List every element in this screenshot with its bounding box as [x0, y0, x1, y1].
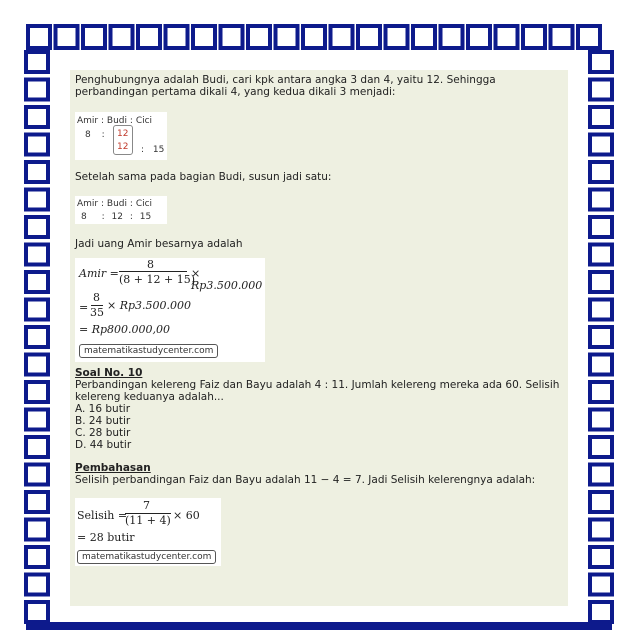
border-link [193, 26, 215, 48]
option-b: B. 24 butir [75, 415, 131, 427]
pembahasan-text: Selisih perbandingan Faiz dan Bayu adalah 11 − 4 = 7. Jadi Selisih kelerengnya adalah: [75, 474, 536, 486]
border-link [578, 26, 600, 48]
border-link [26, 622, 612, 630]
soal-heading: Soal No. 10 [75, 367, 143, 379]
border-link [26, 465, 48, 485]
border-link [590, 245, 612, 265]
t2-budi: Budi [106, 199, 128, 209]
t1-budi: Budi [106, 116, 128, 126]
border-link [590, 382, 612, 402]
option-c: C. 28 butir [75, 427, 131, 439]
border-link [276, 26, 298, 48]
calc1-line2-num: 8 [93, 291, 100, 304]
border-link [590, 465, 612, 485]
calculation-selisih [75, 498, 221, 566]
border-link [590, 410, 612, 430]
paragraph-kpk: Penghubungnya adalah Budi, cari kpk antara angka 3 dan 4, yaitu 12. Sehingga perbandingan pertama dikali 4, yang kedua dikali 3 menjadi: [75, 74, 496, 98]
t1-r1-colon: : [101, 130, 105, 140]
t1-r2-budi: 12 [117, 142, 129, 152]
border-link [26, 575, 48, 595]
border-link [590, 547, 612, 567]
border-link [111, 26, 133, 48]
calc2-times: × 60 [173, 509, 200, 522]
border-link [590, 272, 612, 292]
border-link [26, 327, 48, 347]
calc1-fraction-bar [119, 271, 187, 272]
border-link [26, 217, 48, 237]
border-link [590, 135, 612, 155]
t1-colon: : [129, 116, 133, 126]
calc1-line2-rest: × Rp3.500.000 [107, 299, 192, 312]
soal-text: Perbandingan kelereng Faiz dan Bayu adalah 4 : 11. Jumlah kelereng mereka ada 60. Selisih kelereng keduanya adalah... [75, 379, 560, 403]
ratio-table-2 [75, 196, 167, 224]
calc1-lhs: Amir = [79, 267, 119, 280]
t2-r-budi: 12 [111, 212, 123, 222]
t2-r-colon: : [101, 212, 105, 222]
border-link [26, 190, 48, 210]
border-link [248, 26, 270, 48]
border-link [26, 520, 48, 540]
border-link [523, 26, 545, 48]
border-link [28, 26, 50, 48]
border-link [551, 26, 573, 48]
border-link [590, 80, 612, 100]
calculation-amir [75, 258, 265, 362]
t2-r-amir: 8 [81, 212, 87, 222]
border-link [386, 26, 408, 48]
border-link [138, 26, 160, 48]
border-link [331, 26, 353, 48]
t2-colon: : [101, 199, 105, 209]
border-link [590, 162, 612, 182]
ratio-table-1 [75, 112, 167, 160]
border-link [26, 382, 48, 402]
watermark-2: matematikastudycenter.com [77, 550, 216, 564]
border-link [26, 547, 48, 567]
border-link [303, 26, 325, 48]
border-link [26, 410, 48, 430]
border-link [590, 190, 612, 210]
calc1-line2-den: 35 [90, 306, 104, 319]
border-link [26, 52, 48, 72]
option-a: A. 16 butir [75, 403, 131, 415]
border-link [56, 26, 78, 48]
border-link [166, 26, 188, 48]
calc2-denominator: (11 + 4) [125, 514, 171, 527]
border-link [496, 26, 518, 48]
calc1-times: × Rp3.500.000 [191, 267, 263, 292]
t2-colon: : [129, 199, 133, 209]
t1-r1-amir: 8 [85, 130, 91, 140]
border-link [83, 26, 105, 48]
border-link [590, 327, 612, 347]
border-link [590, 602, 612, 622]
calc1-numerator: 8 [147, 258, 154, 271]
border-link [26, 162, 48, 182]
border-link [26, 300, 48, 320]
border-link [26, 80, 48, 100]
t1-r2-colon: : [141, 145, 145, 155]
border-link [413, 26, 435, 48]
t2-amir: Amir [77, 199, 99, 209]
t2-r-cici: 15 [139, 212, 152, 222]
border-link [590, 437, 612, 457]
calc2-numerator: 7 [143, 499, 150, 512]
t1-cici: Cici [135, 116, 153, 126]
border-link [590, 492, 612, 512]
calc1-result: = Rp800.000,00 [79, 323, 171, 336]
document-content [75, 72, 565, 569]
border-link [221, 26, 243, 48]
border-link [26, 272, 48, 292]
t1-amir: Amir [77, 116, 99, 126]
border-link [590, 355, 612, 375]
border-link [358, 26, 380, 48]
border-link [590, 300, 612, 320]
border-link [26, 492, 48, 512]
border-link [590, 217, 612, 237]
calc1-denominator: (8 + 12 + 15) [119, 273, 195, 286]
calc2-result: = 28 butir [77, 531, 135, 544]
border-link [26, 602, 48, 622]
border-link [26, 245, 48, 265]
border-link [590, 52, 612, 72]
border-link [590, 107, 612, 127]
border-link [590, 575, 612, 595]
border-link [26, 107, 48, 127]
calc1-eq: = [79, 301, 89, 314]
border-link [468, 26, 490, 48]
paragraph-susun: Setelah sama pada bagian Budi, susun jadi satu: [75, 171, 332, 183]
border-link [26, 355, 48, 375]
border-link [441, 26, 463, 48]
t1-colon: : [101, 116, 105, 126]
option-d: D. 44 butir [75, 439, 132, 451]
border-link [590, 520, 612, 540]
border-link [26, 437, 48, 457]
pembahasan-heading: Pembahasan [75, 462, 151, 474]
calc2-lhs: Selisih = [77, 509, 128, 522]
t1-r2-cici: 15 [152, 145, 165, 155]
t1-r1-budi: 12 [117, 129, 129, 139]
t2-cici: Cici [135, 199, 153, 209]
paragraph-jadi: Jadi uang Amir besarnya adalah [75, 238, 243, 250]
border-link [26, 135, 48, 155]
t2-r-colon2: : [129, 212, 133, 222]
watermark-1: matematikastudycenter.com [79, 344, 218, 358]
